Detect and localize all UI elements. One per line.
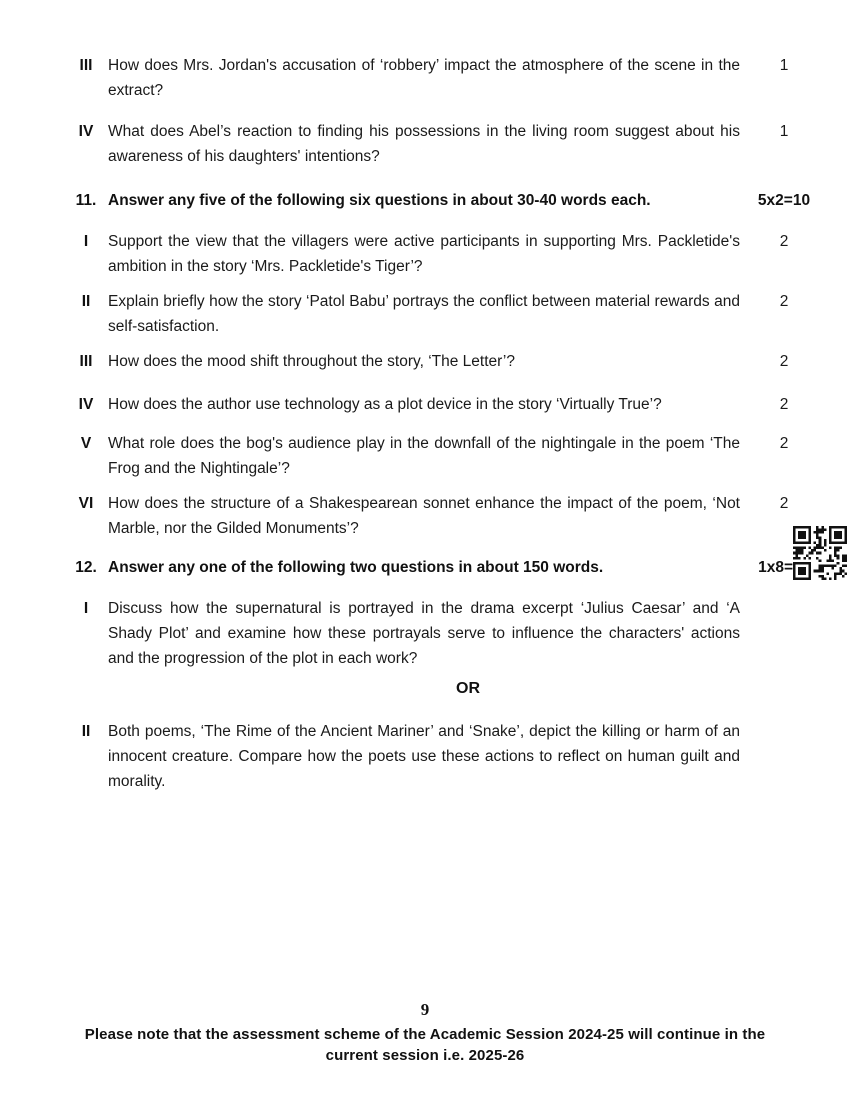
section-number: 12. [75,559,97,576]
question-number: IV [78,396,94,413]
question-row [64,349,828,374]
section-12-header [64,555,828,580]
question-number: II [81,293,91,310]
question-marks: 2 [779,435,789,452]
section-number: 11. [75,192,97,209]
question-number: I [83,600,89,617]
section-11-header [64,188,828,213]
question-number: III [79,353,93,370]
question-text: Discuss how the supernatural is portrayed in the drama excerpt ‘Julius Caesar’ and ‘A Shady Plot’ and examine how these portrayals serve to influence the characters' actions and the progression of the plot in each work? [108,600,740,667]
question-text: How does Mrs. Jordan's accusation of ‘robbery’ impact the atmosphere of the scene in the extract? [108,57,740,99]
question-marks: 2 [779,396,789,413]
question-text: Both poems, ‘The Rime of the Ancient Mariner’ and ‘Snake’, depict the killing or harm of an innocent creature. Compare how the poets use these actions to reflect on human guilt and morality. [108,723,740,790]
section-marks: 1x8= [758,559,793,576]
question-number: II [81,723,91,740]
question-row [64,431,828,481]
question-number: IV [78,123,94,140]
question-text: How does the author use technology as a plot device in the story ‘Virtually True’? [108,396,662,413]
question-number: VI [78,495,94,512]
question-row [64,491,828,541]
question-marks: 1 [779,123,789,140]
question-text: Support the view that the villagers were active participants in supporting Mrs. Packletide's ambition in the story ‘Mrs. Packletide's Tiger’? [108,233,740,275]
question-row [64,719,828,794]
question-row [64,119,828,169]
section-marks: 5x2=10 [757,192,811,209]
question-number: III [79,57,93,74]
question-text: Explain briefly how the story ‘Patol Babu’ portrays the conflict between material rewards and self-satisfaction. [108,293,740,335]
section-heading: Answer any five of the following six questions in about 30-40 words each. [108,192,651,209]
question-text: How does the mood shift throughout the story, ‘The Letter’? [108,353,515,370]
question-number: V [80,435,92,452]
question-row [64,289,828,339]
footer-note [0,1024,850,1066]
question-row [64,596,828,671]
question-text: What does Abel’s reaction to finding his possessions in the living room suggest about his awareness of his daughters' intentions? [108,123,740,165]
question-text: What role does the bog's audience play in the downfall of the nightingale in the poem ‘The Frog and the Nightingale’? [108,435,740,477]
question-row [64,392,828,417]
or-separator: OR [456,680,480,697]
qr-code-graphic [793,526,847,580]
question-row [64,229,828,279]
question-row [64,53,828,103]
qr-code [793,526,847,580]
section-heading: Answer any one of the following two questions in about 150 words. [108,559,604,576]
question-text: How does the structure of a Shakespearean sonnet enhance the impact of the poem, ‘Not Marble, nor the Gilded Monuments’? [108,495,740,537]
question-marks: 2 [779,233,789,250]
question-marks: 2 [779,293,789,310]
question-marks: 1 [779,57,789,74]
question-number: I [83,233,89,250]
footer-note-line1: Please note that the assessment scheme of the Academic Session 2024-25 will continue in the [84,1026,766,1043]
footer-note-line2: current session i.e. 2025-26 [325,1047,525,1064]
question-marks: 2 [779,353,789,370]
page-number: 9 [420,1000,430,1019]
question-marks: 2 [779,495,789,512]
